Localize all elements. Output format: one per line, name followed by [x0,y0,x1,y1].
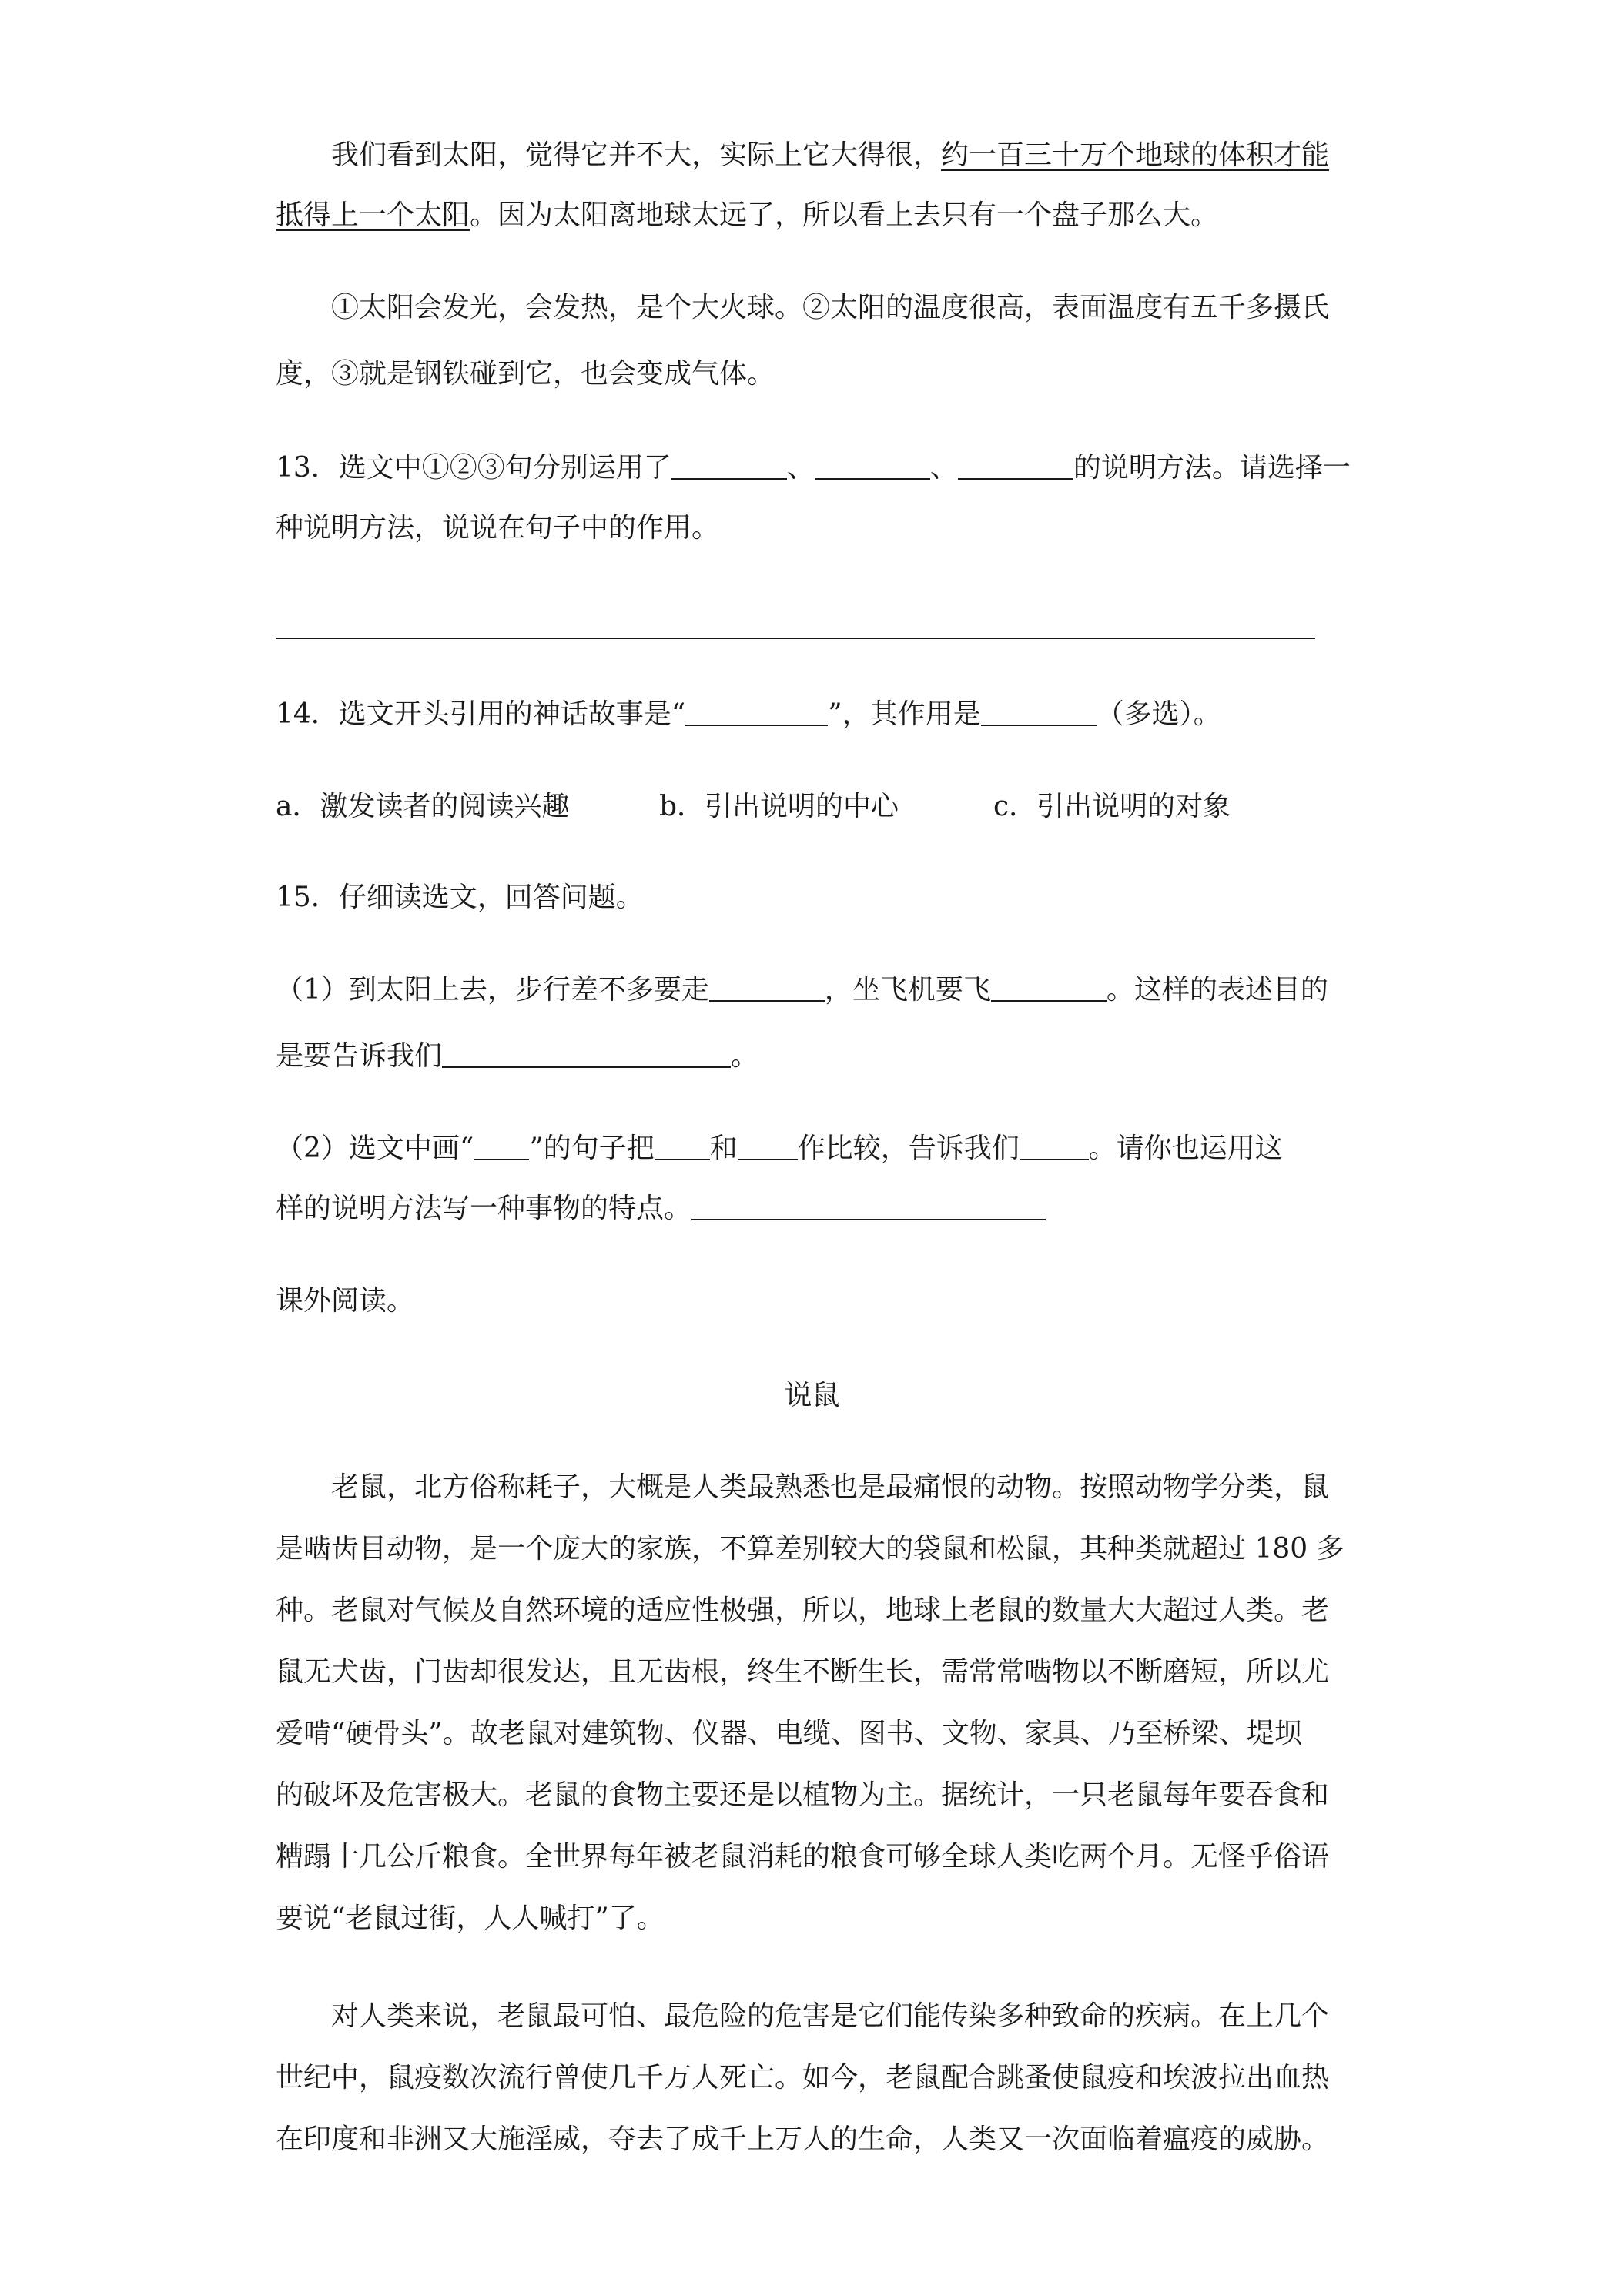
question-text: 作比较，告诉我们 [797,1133,1020,1164]
article-line: 要说“老鼠过街，人人喊打”了。 [276,1903,665,1934]
article-line: 对人类来说，老鼠最可怕、最危险的危害是它们能传染多种致命的疾病。在上几个 [331,2000,1330,2032]
section-label: 课外阅读。 [276,1285,415,1317]
question-text: ”的句子把 [529,1133,655,1164]
option-c[interactable]: c．引出说明的对象 [993,791,1231,822]
question-text: 和 [709,1133,738,1164]
answer-blank[interactable] [685,698,828,726]
question-text: 。请你也运用这 [1088,1133,1283,1164]
question-15-part-2-line-2 [276,1192,1046,1226]
question-text: （2）选文中画“ [276,1133,474,1164]
answer-line[interactable] [276,638,1315,639]
question-text: 。这样的表述目的 [1106,974,1328,1006]
question-15-part-1 [276,973,1328,1007]
underlined-sentence: 约一百三十万个地球的体积才能 [941,139,1330,171]
answer-blank[interactable] [709,974,825,1002]
answer-blank[interactable] [991,974,1107,1002]
question-text: （多选）。 [1096,698,1221,730]
article-line: 在印度和非洲又大施淫威，夺去了成千上万人的生命，人类又一次面临着瘟疫的威胁。 [276,2124,1330,2155]
answer-blank[interactable] [474,1133,529,1160]
passage-line [331,139,1329,172]
separator: 、 [929,452,958,484]
article-title: 说鼠 [784,1380,840,1411]
article-line: 鼠无犬齿，门齿却很发达，且无齿根，终生不断生长，需常常啮物以不断磨短，所以尤 [276,1656,1330,1688]
question-text: 是要告诉我们 [276,1040,443,1072]
question-15-part-1-line-2 [276,1039,758,1073]
question-text: 样的说明方法写一种事物的特点。 [276,1193,692,1224]
period: 。 [731,1040,759,1072]
passage-line [276,199,1218,233]
option-b[interactable]: b．引出说明的中心 [659,791,899,822]
question-13 [276,451,1351,485]
answer-blank[interactable] [738,1133,798,1160]
question-text: （1）到太阳上去，步行差不多要走 [276,974,709,1006]
passage-text: 我们看到太阳，觉得它并不大，实际上它大得很， [331,139,942,171]
answer-blank[interactable] [981,698,1097,726]
passage-line: ①太阳会发光，会发热，是个大火球。②太阳的温度很高，表面温度有五千多摄氏 [331,292,1330,323]
answer-blank[interactable] [442,1040,731,1068]
answer-blank[interactable] [958,452,1073,480]
answer-blank[interactable] [691,1193,1046,1220]
question-14 [276,698,1221,731]
passage-text: 。因为太阳离地球太远了，所以看上去只有一个盘子那么大。 [470,199,1219,231]
question-text: 13．选文中①②③句分别运用了 [276,452,671,484]
question-15: 15．仔细读选文，回答问题。 [276,882,644,913]
article-line: 世纪中，鼠疫数次流行曾使几千万人死亡。如今，老鼠配合跳蚤使鼠疫和埃波拉出血热 [276,2062,1330,2094]
article-line: 糟蹋十几公斤粮食。全世界每年被老鼠消耗的粮食可够全球人类吃两个月。无怪乎俗语 [276,1841,1330,1873]
article-line: 的破坏及危害极大。老鼠的食物主要还是以植物为主。据统计，一只老鼠每年要吞食和 [276,1779,1330,1811]
question-text: 的说明方法。请选择一 [1073,452,1351,484]
article-line: 老鼠，北方俗称耗子，大概是人类最熟悉也是最痛恨的动物。按照动物学分类，鼠 [331,1471,1330,1503]
passage-line: 度，③就是钢铁碰到它，也会变成气体。 [276,358,775,390]
underlined-sentence: 抵得上一个太阳 [276,199,470,231]
answer-blank[interactable] [815,452,930,480]
answer-blank[interactable] [671,452,787,480]
separator: 、 [786,452,815,484]
question-13-line-2: 种说明方法，说说在句子中的作用。 [276,512,720,544]
question-text: 14．选文开头引用的神话故事是“ [276,698,686,730]
article-line: 是啮齿目动物，是一个庞大的家族，不算差别较大的袋鼠和松鼠，其种类就超过 180 多 [276,1533,1344,1565]
question-text: ，坐飞机要飞 [824,974,991,1006]
option-a[interactable]: a．激发读者的阅读兴趣 [276,791,570,822]
answer-blank[interactable] [655,1133,710,1160]
answer-blank[interactable] [1020,1133,1089,1160]
question-15-part-2 [276,1132,1283,1166]
article-line: 种。老鼠对气候及自然环境的适应性极强，所以，地球上老鼠的数量大大超过人类。老 [276,1595,1330,1626]
article-line: 爱啃“硬骨头”。故老鼠对建筑物、仪器、电缆、图书、文物、家具、乃至桥梁、堤坝 [276,1718,1302,1749]
question-text: ”，其作用是 [828,698,981,730]
